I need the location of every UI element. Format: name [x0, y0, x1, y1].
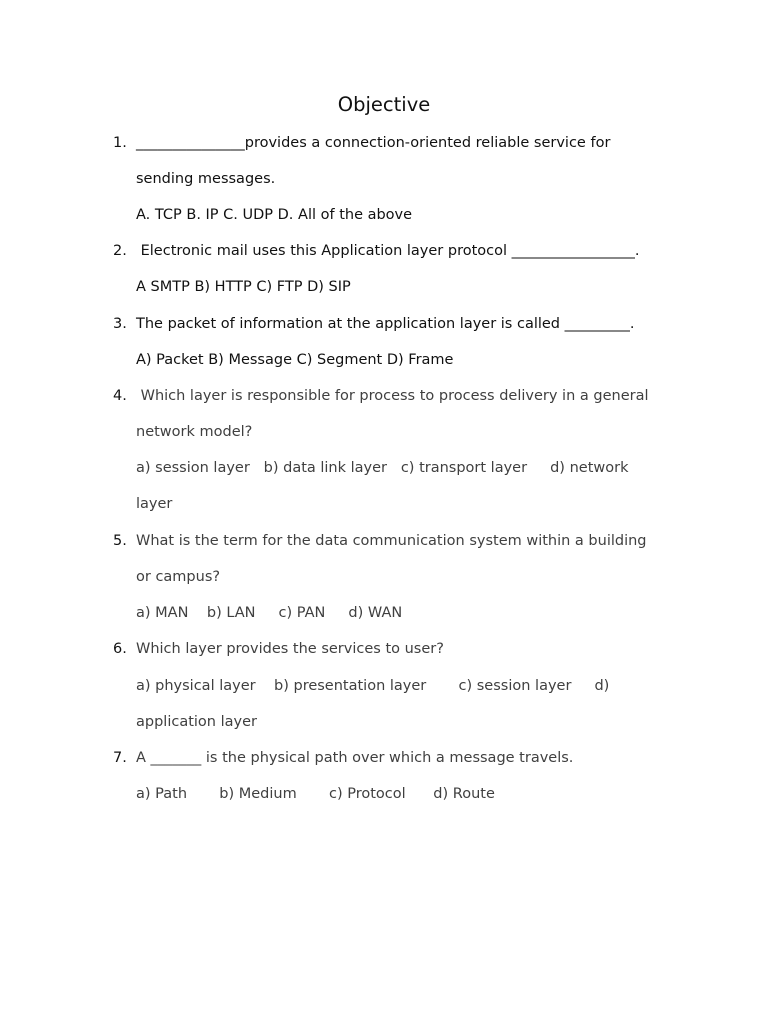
page-title: Objective: [337, 93, 431, 116]
question-6-text: Which layer provides the services to user?: [136, 641, 444, 657]
question-6-options-cont: application layer: [136, 714, 257, 730]
question-3-number: 3.: [113, 316, 127, 332]
question-4-options-cont: layer: [136, 496, 173, 512]
question-5-options: a) MAN b) LAN c) PAN d) WAN: [136, 605, 403, 621]
question-6-number: 6.: [113, 641, 127, 657]
question-5-number: 5.: [113, 533, 127, 549]
question-1-text: _______________provides a connection-oriented reliable service for: [136, 135, 611, 151]
question-1-text-cont: sending messages.: [136, 171, 276, 187]
question-4-options: a) session layer b) data link layer c) transport layer d) network: [136, 460, 629, 476]
question-1-number: 1.: [113, 135, 127, 151]
question-3-options: A) Packet B) Message C) Segment D) Frame: [136, 352, 454, 368]
question-1-options: A. TCP B. IP C. UDP D. All of the above: [136, 207, 413, 223]
question-6-options: a) physical layer b) presentation layer c) session layer d): [136, 678, 610, 694]
question-5-text-cont: or campus?: [136, 569, 221, 585]
question-4-text-cont: network model?: [136, 424, 253, 440]
question-2-text: Electronic mail uses this Application layer protocol _________________.: [136, 243, 640, 259]
question-5-text: What is the term for the data communication system within a building: [136, 533, 647, 549]
question-2-options: A SMTP B) HTTP C) FTP D) SIP: [136, 279, 351, 295]
question-7-options: a) Path b) Medium c) Protocol d) Route: [136, 786, 495, 802]
question-2-number: 2.: [113, 243, 127, 259]
question-4-number: 4.: [113, 388, 127, 404]
question-4-text: Which layer is responsible for process to process delivery in a general: [136, 388, 649, 404]
question-7-number: 7.: [113, 750, 127, 766]
question-7-text: A _______ is the physical path over which a message travels.: [136, 750, 574, 766]
question-3-text: The packet of information at the application layer is called _________.: [136, 316, 635, 332]
